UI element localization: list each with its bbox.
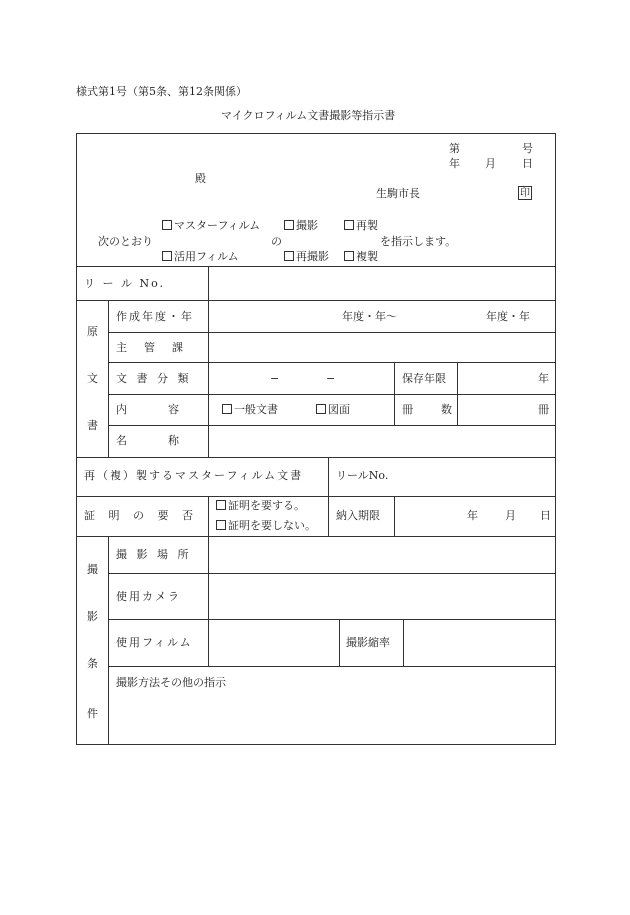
created-label: 作成年度・年 [116, 310, 194, 323]
conditions-group-char-1: 撮 [87, 563, 98, 576]
col-divider [208, 266, 209, 457]
deadline-month: 月 [505, 509, 516, 522]
addressee-suffix: 殿 [195, 172, 206, 185]
col-divider [208, 536, 209, 666]
col-divider [208, 496, 209, 536]
option-satsuei[interactable]: 撮影 [284, 219, 318, 233]
volumes-label: 冊 数 [402, 403, 454, 416]
checkbox[interactable] [284, 220, 294, 230]
col-divider [394, 362, 395, 425]
row-divider [108, 619, 556, 620]
row-divider [108, 573, 556, 574]
form-id: 様式第1号（第5条、第12条関係） [76, 85, 247, 98]
row-divider [108, 425, 556, 426]
checkbox[interactable] [344, 220, 354, 230]
issuer: 生駒市長 [376, 187, 420, 200]
row-divider [76, 266, 556, 267]
col-divider [339, 619, 340, 666]
page-title: マイクロフィルム文書撮影等指示書 [221, 109, 396, 122]
content-label: 内 容 [116, 403, 181, 416]
conditions-group-char-3: 条 [87, 657, 98, 670]
retention-label: 保存年限 [402, 372, 446, 385]
option-katsuyo-film[interactable]: 活用フィルム [162, 250, 239, 264]
created-to: 年度・年 [486, 310, 530, 323]
instruction-tail: を指示します。 [380, 235, 457, 248]
number-suffix: 号 [522, 142, 533, 155]
place-label: 撮 影 場 所 [116, 548, 192, 561]
row-divider [108, 394, 556, 395]
row-divider [108, 362, 556, 363]
retention-unit: 年 [538, 372, 549, 385]
class-dash-1: − [270, 372, 280, 385]
other-instructions-label: 撮影方法その他の指示 [116, 676, 226, 689]
deadline-day: 日 [540, 509, 551, 522]
checkbox[interactable] [162, 251, 172, 261]
original-group-char-2: 文 [87, 372, 98, 385]
instruction-lead: 次のとおり [98, 235, 153, 248]
row-divider [76, 457, 556, 458]
seal-stamp: 印 [520, 188, 530, 199]
original-group-char-1: 原 [87, 325, 98, 338]
name-label: 名 称 [116, 434, 181, 447]
checkbox[interactable] [344, 251, 354, 261]
option-saisei[interactable]: 再製 [344, 219, 378, 233]
dept-label: 主 管 課 [116, 341, 186, 354]
row-divider [108, 666, 556, 667]
reproduce-label: 再（複）製するマスターフィルム文書 [84, 469, 304, 482]
checkbox[interactable] [216, 500, 226, 510]
conditions-group-char-4: 件 [87, 707, 98, 720]
deadline-year: 年 [467, 509, 478, 522]
instruction-no: の [271, 235, 282, 248]
class-label: 文 書 分 類 [116, 372, 192, 385]
col-divider [457, 362, 458, 425]
col-divider [108, 536, 109, 745]
film-label: 使用フィルム [116, 636, 193, 649]
class-dash-2: − [326, 372, 336, 385]
col-divider [328, 457, 329, 536]
reel-label: リ ー ル No. [84, 277, 166, 290]
date-day: 日 [522, 157, 533, 170]
camera-label: 使用カメラ [116, 590, 181, 603]
col-divider [403, 619, 404, 666]
created-from: 年度・年〜 [342, 310, 397, 323]
volumes-unit: 冊 [538, 403, 549, 416]
row-divider [76, 496, 556, 497]
content-drawing[interactable]: 図面 [316, 403, 350, 417]
col-divider [394, 496, 395, 536]
cert-not-required[interactable]: 証明を要しない。 [216, 519, 316, 533]
content-general[interactable]: 一般文書 [222, 403, 278, 417]
col-divider [108, 300, 109, 457]
option-saisatsuei[interactable]: 再撮影 [284, 250, 329, 264]
ratio-label: 撮影縮率 [346, 636, 390, 649]
date-month: 月 [485, 157, 496, 170]
reproduce-reel-no: リールNo. [336, 469, 389, 482]
deadline-label: 納入期限 [336, 509, 380, 522]
option-fukusei[interactable]: 複製 [344, 250, 378, 264]
checkbox[interactable] [316, 404, 326, 414]
conditions-group-char-2: 影 [87, 610, 98, 623]
row-divider [76, 300, 556, 301]
number-prefix: 第 [449, 142, 460, 155]
certificate-label: 証 明 の 要 否 [84, 509, 198, 522]
cert-required[interactable]: 証明を要する。 [216, 499, 305, 513]
row-divider [76, 536, 556, 537]
row-divider [108, 332, 556, 333]
checkbox[interactable] [216, 520, 226, 530]
date-year: 年 [449, 157, 460, 170]
original-group-char-3: 書 [87, 419, 98, 432]
checkbox[interactable] [222, 404, 232, 414]
checkbox[interactable] [162, 220, 172, 230]
checkbox[interactable] [284, 251, 294, 261]
option-master-film[interactable]: マスターフィルム [162, 219, 260, 233]
